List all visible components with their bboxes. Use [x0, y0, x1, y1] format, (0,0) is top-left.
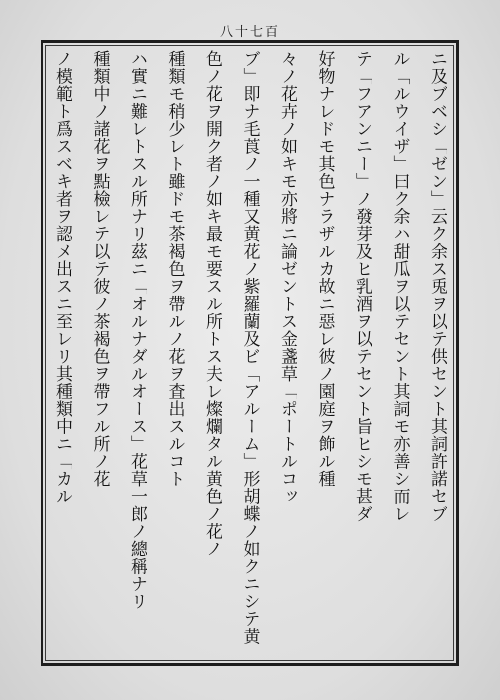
text-column-8: 種類モ稍少レト雖ドモ茶褐色ヲ帶ルノ花ヲ査出スルコト [164, 50, 185, 488]
text-column-10: 種類中ノ諸花ヲ點檢レテ以テ彼ノ茶褐色ヲ帶フル所ノ花 [89, 50, 110, 488]
text-column-6: ブ」即ナ毛莨ノ一種又黄花ノ紫羅蘭及ビ「アルーム」形胡蝶ノ如クニシテ黄 [239, 50, 260, 645]
text-column-5: 々ノ花卉ノ如キモ亦將ニ論ゼントス金盞草「ポートルコッ [277, 50, 297, 505]
text-column-4: 好物ナレドモ其色ナラザルカ故ニ惡レ彼ノ園庭ヲ飾ル種 [314, 50, 335, 488]
vertical-text-block [52, 50, 447, 658]
text-column-9: ハ實ニ難レトスル所ナリ茲ニ「オルナダルオース」花草一郎ノ總稱ナリ [127, 50, 147, 610]
text-column-1: ニ及ブベシ「ゼン」云ク余ス兎ヲ以テ供セント其詞許諾セブ [427, 50, 447, 523]
text-column-11: ノ模範ト爲スベキ者ヲ認メ出スニ至レリ其種類中ニ「カル [52, 50, 72, 505]
text-column-2: ル「ルウイザ」曰ク余ハ甜瓜ヲ以テセント其詞モ亦善シ而レ [389, 50, 410, 523]
page-number: 八十七百 [219, 25, 280, 40]
text-column-7: 色ノ花ヲ開ク者ノ如キ最モ要スル所トス夫レ燦爛タル黄色ノ花ノ [202, 50, 222, 558]
text-column-3: テ「フアンニー」ノ發芽及ヒ乳酒ヲ以テセント旨ヒシモ甚ダ [352, 50, 372, 523]
